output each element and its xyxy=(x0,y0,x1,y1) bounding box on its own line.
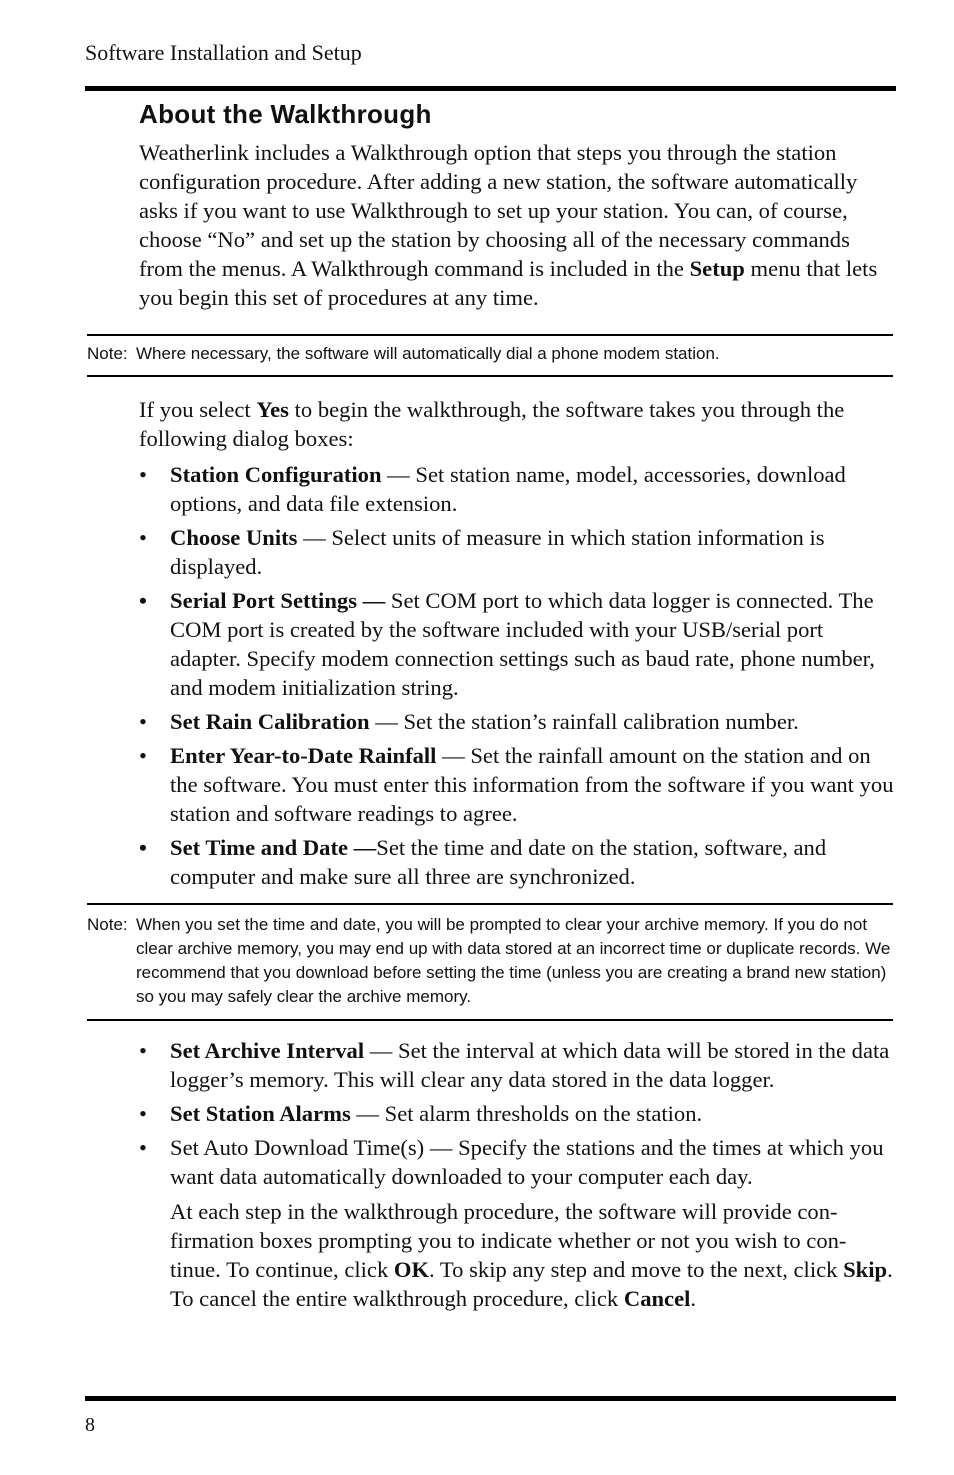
note-archive-memory xyxy=(87,913,897,1009)
section-title: About the Walkthrough xyxy=(139,99,432,129)
running-header: Software Installation and Setup xyxy=(85,40,362,65)
dialog-box-list-continued xyxy=(139,1036,897,1196)
footer-rule xyxy=(85,1396,896,1401)
list-item: • Set Time and Date —Set the time and date on the station, software, and computer and make sure all three are synchronized. xyxy=(139,835,827,889)
header-rule xyxy=(85,86,896,91)
note-text: Where necessary, the software will automatically dial a phone modem station. xyxy=(136,344,720,363)
setup-menu-term: Setup xyxy=(689,256,745,281)
list-item: • Choose Units — Select units of measure in which station information is displayed. xyxy=(139,525,825,579)
note2-top-rule xyxy=(87,903,893,905)
page-number: 8 xyxy=(85,1414,95,1436)
list-item: • Serial Port Settings — Set COM port to which data logger is connected. The COM port is created by the software included with your USB/serial port adapter. Specify modem connection settings such as baud rate, phone number, and modem initialization string. xyxy=(139,588,875,700)
list-item: • Station Configuration — Set station name, model, accessories, download options, and data file extension. xyxy=(139,462,846,516)
closing-paragraph: At each step in the walkthrough procedure, the software will provide con-firmation boxes prompting you to indicate whether or not you wish to con-tinue. To continue, click OK. To skip any step and move to the next, click Skip. To cancel the entire walkthrough procedure, click Cancel. xyxy=(170,1199,893,1311)
list-item: • Enter Year-to-Date Rainfall — Set the rainfall amount on the station and on the software. You must enter this information from the software if you want you station and software readings to agree. xyxy=(139,743,894,826)
note1-bottom-rule xyxy=(87,375,893,377)
list-item: • Set Archive Interval — Set the interval at which data will be stored in the data logger’s memory. This will clear any data stored in the data logger. xyxy=(139,1038,890,1092)
select-yes-paragraph: If you select Yes to begin the walkthrough, the software takes you through the following dialog boxes: xyxy=(139,397,845,451)
note1-top-rule xyxy=(87,334,893,336)
note-label: Note: xyxy=(87,344,128,363)
intro-paragraph: Weatherlink includes a Walkthrough option that steps you through the station configuration procedure. After adding a new station, the software automatically asks if you want to use Walkthrough to set up your station. You can, of course, choose “No” and set up the station by choosing all of the necessary commands from the menus. A Walkthrough command is included in the Setup menu that lets you begin this set of procedures at any time. xyxy=(139,140,878,310)
note-label: Note: xyxy=(87,915,128,934)
dialog-box-list xyxy=(139,460,897,896)
list-item: • Set Station Alarms — Set alarm thresholds on the station. xyxy=(139,1101,703,1126)
list-item: • Set Auto Download Time(s) — Specify the stations and the times at which you want data automatically downloaded to your computer each day. xyxy=(139,1135,884,1189)
note2-bottom-rule xyxy=(87,1019,893,1021)
note-text: When you set the time and date, you will be prompted to clear your archive memory. If you do not clear archive memory, you may end up with data stored at an incorrect time or duplicate records. We recommend that you download before setting the time (unless you are creating a brand new station) so you may safely clear the archive memory. xyxy=(136,915,891,1006)
note-dial-modem xyxy=(87,342,897,366)
list-item: • Set Rain Calibration — Set the station’s rainfall calibration number. xyxy=(139,709,799,734)
